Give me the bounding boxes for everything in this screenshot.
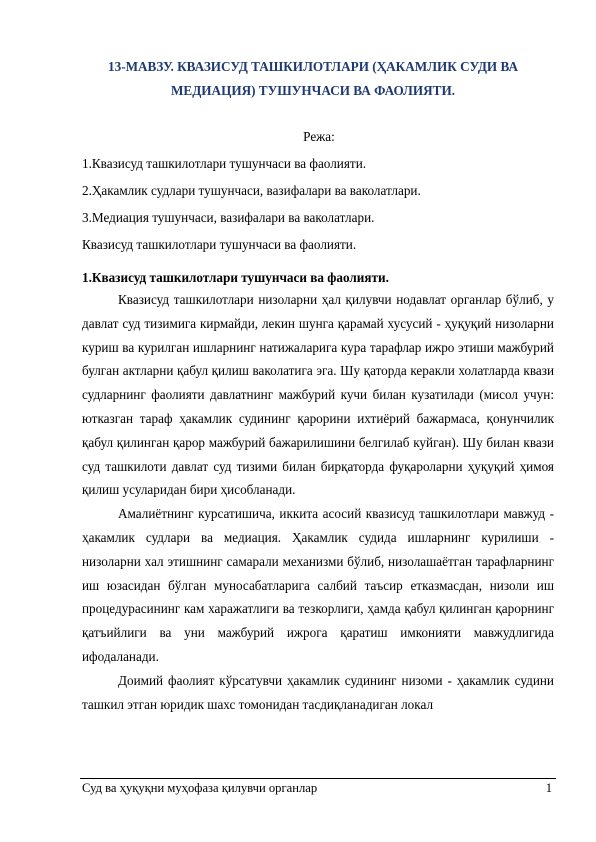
body-paragraph: Амалиётнинг курсатишича, иккита асосий квазисуд ташкилотлари мавжуд - ҳакамлик судлари ва медиация. Ҳакамлик судида ишларнинг курилиши - низоларни хал этишнинг самарали механизми бўлиб, низолашаётган тарафларнинг иш юзасидан бўлган муносабатларига салбий таъсир етказмасдан, низоли иш процедурасининг кам харажатлиги ва тезкорлиги, ҳамда қабул қилинган қарорнинг қатъийлиги ва уни мажбурий ижрога қаратиш имконияти мавжудлигида ифодаланади. (82, 506, 554, 664)
plan-item: 2.Ҳакамлик судлари тушунчаси, вазифалари ва ваколатлари. (82, 183, 421, 198)
section-heading: 1.Квазисуд ташкилотлари тушунчаси ва фаолияти. (82, 270, 389, 285)
footer-text: Суд ва ҳуқуқни муҳофаза қилувчи органлар (82, 781, 318, 795)
page-number: 1 (545, 781, 552, 795)
plan-item: Квазисуд ташкилотлари тушунчаси ва фаолияти. (82, 237, 357, 252)
body-paragraph: Доимий фаолият кўрсатувчи ҳакамлик судининг низоми - ҳакамлик судини ташкил этган юридик шахс томонидан тасдиқланадиган локал (82, 672, 554, 712)
plan-item: 3.Медиация тушунчаси, вазифалари ва ваколатлари. (82, 210, 375, 225)
plan-item: 1.Квазисуд ташкилотлари тушунчаси ва фаолияти. (82, 156, 367, 171)
page-title: 13-МАВЗУ. КВАЗИСУД ТАШКИЛОТЛАРИ (ҲАКАМЛИК СУДИ ВА МЕДИАЦИЯ) ТУШУНЧАСИ ВА ФАОЛИЯТИ. (108, 59, 518, 98)
section-body (82, 288, 554, 716)
plan-label: Режа: (303, 129, 335, 144)
footer-divider (80, 778, 556, 779)
plan-list (82, 150, 562, 258)
body-paragraph: Квазисуд ташкилотлари низоларни ҳал қилувчи нодавлат органлар бўлиб, у давлат суд тизимига кирмайди, лекин шунга қарамай хусусий - ҳуқуқий низоларни куриш ва курилган ишларнинг натижаларига кура тарафлар ижро этиши мажбурий булган актларни қабул қилиш ваколатига эга. Шу қаторда керакли холатларда квази судларнинг фаолияти давлатнинг мажбурий кучи билан кузатилади (мисол учун: ютказган тараф ҳакамлик судининг қарорини ихтиёрий бажармаса, қонунчилик қабул қилинган қарор мажбурий бажарилишини белгилаб куйган). Шу билан квази суд ташкилоти давлат суд тизими билан бирқаторда фуқароларни ҳуқуқий ҳимоя қилиш усуларидан бири ҳисобланади. (82, 292, 554, 498)
